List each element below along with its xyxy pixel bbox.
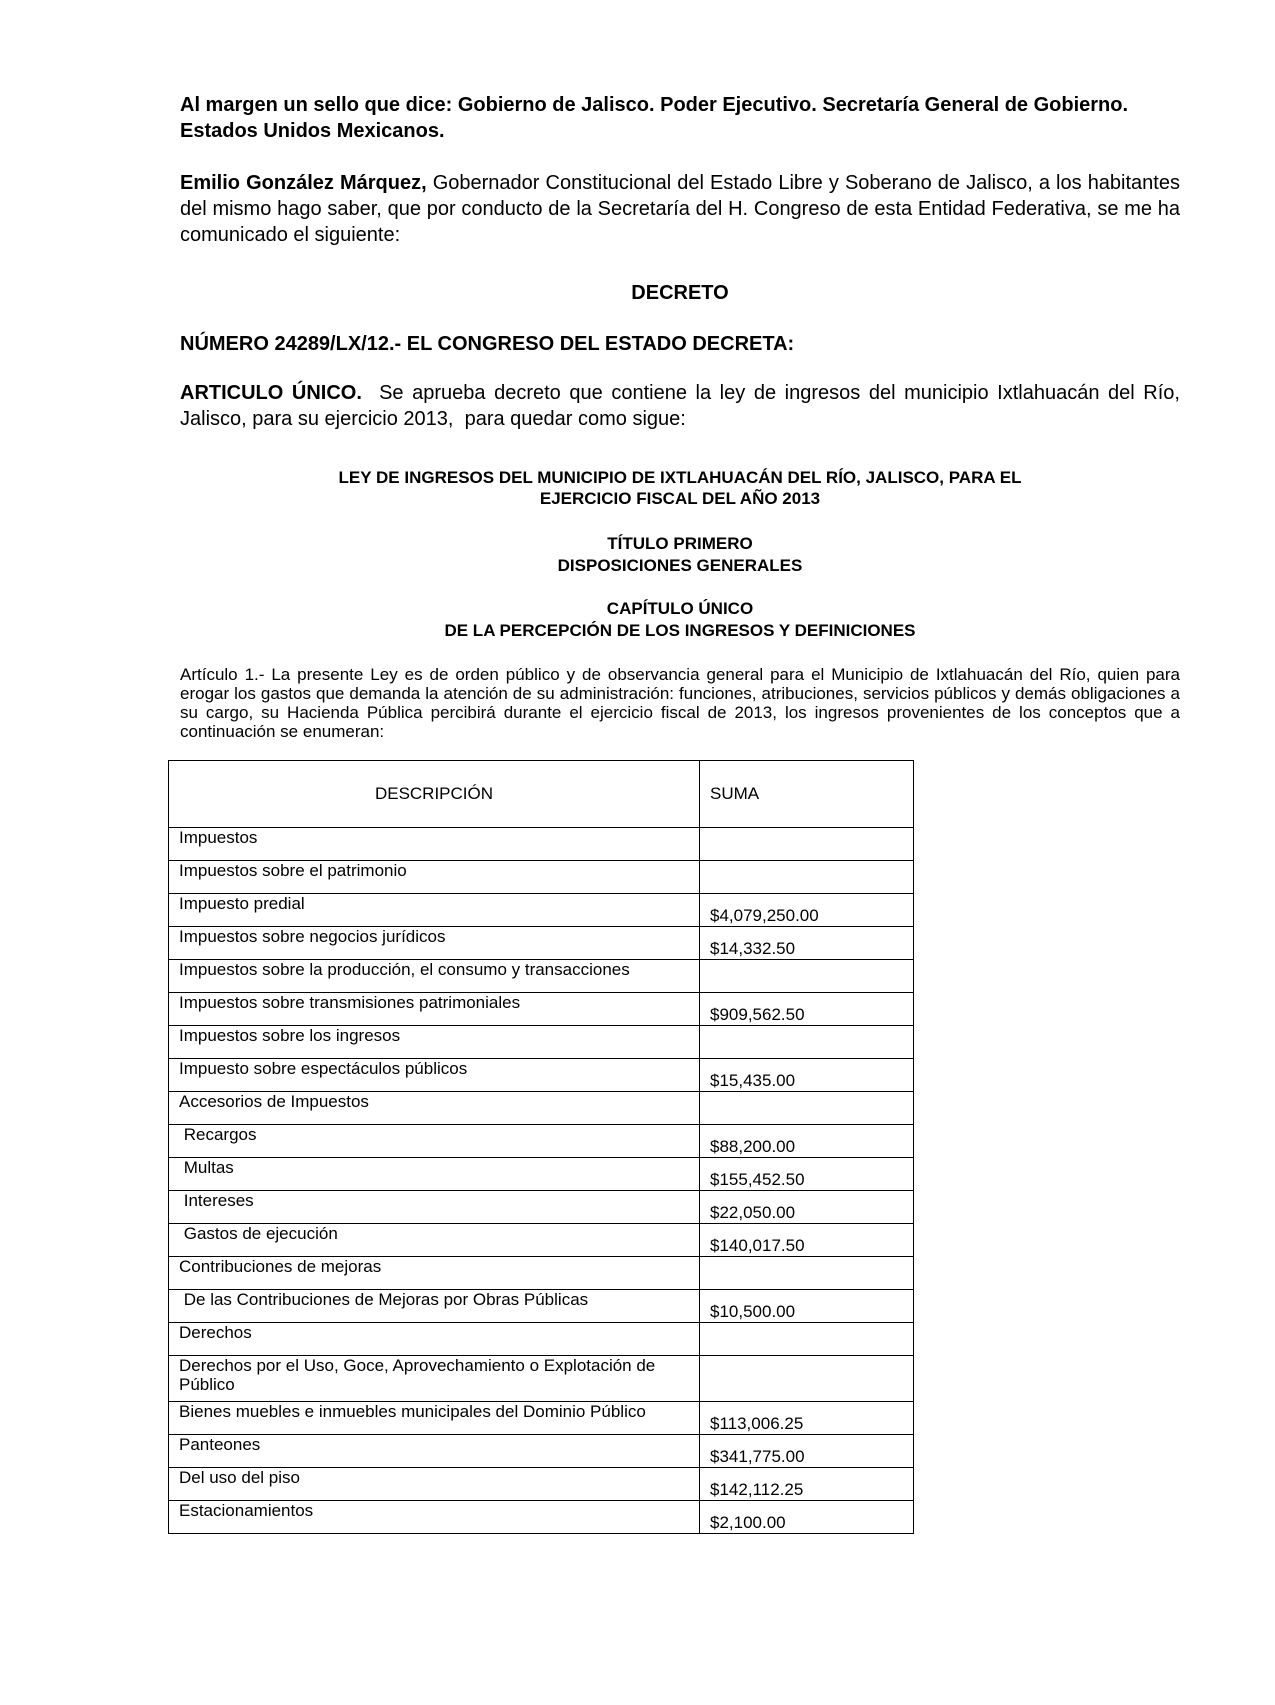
row-description: Bienes muebles e inmuebles municipales del Dominio Público xyxy=(169,1402,700,1435)
row-amount: $155,452.50 xyxy=(700,1158,914,1191)
table-row xyxy=(169,1323,914,1356)
table-row xyxy=(169,1191,914,1224)
chapter-heading-line-2: DE LA PERCEPCIÓN DE LOS INGRESOS Y DEFINICIONES xyxy=(444,621,916,640)
row-description: Derechos por el Uso, Goce, Aprovechamiento o Explotación de Público xyxy=(169,1356,700,1402)
table-row xyxy=(169,1257,914,1290)
table-row xyxy=(169,894,914,927)
row-amount: $142,112.25 xyxy=(700,1468,914,1501)
table-row xyxy=(169,828,914,861)
row-amount: $909,562.50 xyxy=(700,993,914,1026)
intro-paragraph xyxy=(180,170,1180,248)
articulo-unico-label: ARTICULO ÚNICO. xyxy=(180,382,362,404)
law-title-line-2: EJERCICIO FISCAL DEL AÑO 2013 xyxy=(539,489,821,508)
row-amount: $10,500.00 xyxy=(700,1290,914,1323)
table-row xyxy=(169,927,914,960)
article-1-paragraph: Artículo 1.- La presente Ley es de orden público y de observancia general para el Municipio de Ixtlahuacán del Río, quien para erogar los gastos que demanda la atención de su administración: funciones, atribuciones, servicios públicos y demás obligaciones a su cargo, su Hacienda Pública percibirá durante el ejercicio fiscal de 2013, los ingresos provenientes de los conceptos que a continuación se enumeran: xyxy=(180,665,1180,741)
row-description: Derechos xyxy=(169,1323,700,1356)
governor-name: Emilio González Márquez, xyxy=(180,172,427,194)
table-row xyxy=(169,1125,914,1158)
table-row xyxy=(169,1026,914,1059)
row-description: Recargos xyxy=(169,1125,700,1158)
row-amount xyxy=(700,1323,914,1356)
title-heading-line-1: TÍTULO PRIMERO xyxy=(607,534,753,553)
table-row xyxy=(169,1435,914,1468)
row-description: Impuestos sobre la producción, el consumo y transacciones xyxy=(169,960,700,993)
row-amount: $140,017.50 xyxy=(700,1224,914,1257)
table-row xyxy=(169,1468,914,1501)
law-title-line-1: LEY DE INGRESOS DEL MUNICIPIO DE IXTLAHUACÁN DEL RÍO, JALISCO, PARA EL xyxy=(338,468,1022,487)
row-amount: $88,200.00 xyxy=(700,1125,914,1158)
row-description: Impuesto sobre espectáculos públicos xyxy=(169,1059,700,1092)
row-amount xyxy=(700,1257,914,1290)
row-description: Del uso del piso xyxy=(169,1468,700,1501)
table-row xyxy=(169,1092,914,1125)
table-row xyxy=(169,1402,914,1435)
row-amount: $22,050.00 xyxy=(700,1191,914,1224)
column-header-amount: SUMA xyxy=(700,761,914,828)
chapter-heading-line-1: CAPÍTULO ÚNICO xyxy=(606,599,754,618)
table-row xyxy=(169,1158,914,1191)
table-header-row xyxy=(169,761,914,828)
row-amount xyxy=(700,1026,914,1059)
intro-text: Gobernador Constitucional del Estado Libre y Soberano de Jalisco, a los habitantes del mismo hago saber, que por conducto de la Secretaría del H. Congreso de esta Entidad Federativa, se me ha comunicado el siguiente: xyxy=(180,172,1180,246)
law-title xyxy=(180,467,1180,509)
revenue-table xyxy=(168,760,914,1534)
row-amount xyxy=(700,960,914,993)
chapter-heading xyxy=(180,598,1180,642)
table-row xyxy=(169,993,914,1026)
row-amount: $4,079,250.00 xyxy=(700,894,914,927)
row-amount xyxy=(700,1092,914,1125)
row-description: Impuestos sobre los ingresos xyxy=(169,1026,700,1059)
decree-number: NÚMERO 24289/LX/12.- EL CONGRESO DEL ESTADO DECRETA: xyxy=(180,333,795,355)
row-amount xyxy=(700,828,914,861)
row-amount: $2,100.00 xyxy=(700,1501,914,1534)
row-description: Impuestos sobre negocios jurídicos xyxy=(169,927,700,960)
row-description: Intereses xyxy=(169,1191,700,1224)
table-row xyxy=(169,1501,914,1534)
table-row xyxy=(169,1290,914,1323)
row-amount xyxy=(700,861,914,894)
row-description: Contribuciones de mejoras xyxy=(169,1257,700,1290)
row-description: De las Contribuciones de Mejoras por Obras Públicas xyxy=(169,1290,700,1323)
revenue-table-body xyxy=(169,828,914,1534)
row-description: Gastos de ejecución xyxy=(169,1224,700,1257)
row-description: Panteones xyxy=(169,1435,700,1468)
decreto-heading: DECRETO xyxy=(631,282,729,304)
table-row xyxy=(169,1224,914,1257)
table-row xyxy=(169,1059,914,1092)
row-description: Impuesto predial xyxy=(169,894,700,927)
articulo-unico-text: Se aprueba decreto que contiene la ley de ingresos del municipio Ixtlahuacán del Río, Jalisco, para su ejercicio 2013, para quedar como sigue: xyxy=(180,382,1186,430)
row-amount: $15,435.00 xyxy=(700,1059,914,1092)
row-amount xyxy=(700,1356,914,1402)
row-description: Impuestos xyxy=(169,828,700,861)
title-heading-line-2: DISPOSICIONES GENERALES xyxy=(557,556,803,575)
row-description: Estacionamientos xyxy=(169,1501,700,1534)
articulo-unico-paragraph xyxy=(180,380,1186,432)
table-row xyxy=(169,960,914,993)
title-heading xyxy=(180,533,1180,577)
row-description: Multas xyxy=(169,1158,700,1191)
margin-note: Al margen un sello que dice: Gobierno de Jalisco. Poder Ejecutivo. Secretaría General de Gobierno. Estados Unidos Mexicanos. xyxy=(180,94,1129,142)
row-description: Accesorios de Impuestos xyxy=(169,1092,700,1125)
row-description: Impuestos sobre el patrimonio xyxy=(169,861,700,894)
column-header-description: DESCRIPCIÓN xyxy=(169,761,700,828)
table-row xyxy=(169,861,914,894)
table-row xyxy=(169,1356,914,1402)
row-amount: $113,006.25 xyxy=(700,1402,914,1435)
row-amount: $14,332.50 xyxy=(700,927,914,960)
row-amount: $341,775.00 xyxy=(700,1435,914,1468)
row-description: Impuestos sobre transmisiones patrimoniales xyxy=(169,993,700,1026)
